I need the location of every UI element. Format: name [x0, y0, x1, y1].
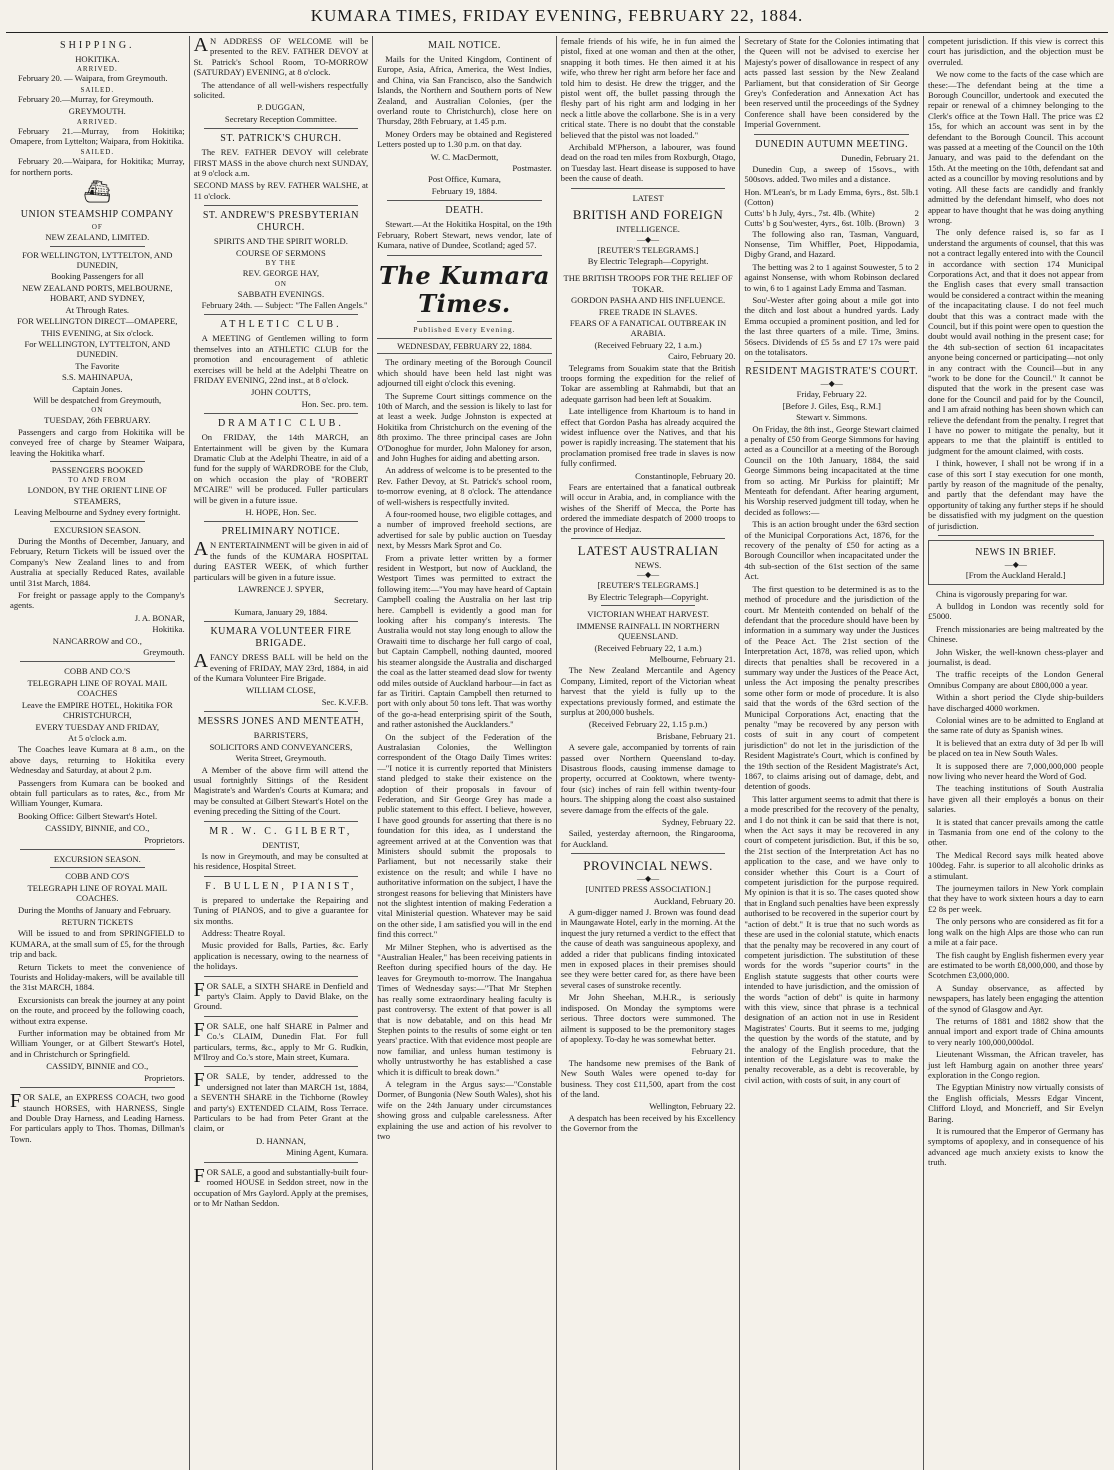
race-paragraph: Dunedin Cup, a sweep of 15sovs., with 500sovs. added. Two miles and a distance. — [744, 164, 919, 185]
welcome-ad-text: The attendance of all well-wishers respectfully solicited. — [193, 79, 369, 101]
st-andrews-line: ON — [274, 279, 287, 288]
editorial-paragraph: Mr Milner Stephen, who is advertised as the "Australian Healer," has been receiving patients in Reefton during specified hours of the day. He leaves for Greymouth to-morrow. The Inangahua Times of Wednesday says:—"That Mr Stephen has really some extraordinary healing faculty is past controversy. The extent of that power is all that is now debatable, and on this head Mr Stephen points to the results of some eight or ten years' practice. With that evidence most people are now familiar, and unless human testimony is wholly untrustworthy he has established a case which it is difficult to break down." — [377, 941, 552, 1077]
divider — [571, 853, 726, 854]
shipping-entry: February 20.—Murray, for Greymouth. — [18, 93, 154, 104]
paper-title-block — [377, 262, 552, 335]
race-place: 3 — [914, 218, 919, 229]
signature: JOHN COUTTS, — [251, 387, 311, 398]
divider — [204, 1066, 359, 1067]
news-paragraph: Late intelligence from Khartoum is to hand in effect that Gordon Pasha has already acquired the widest influence over the Natives, and that his power is rapidly increasing. The statement that his proclamation promised free trade in slaves is now fully confirmed. — [560, 406, 736, 469]
dateline: February 21. — [691, 1046, 736, 1057]
divider — [50, 246, 145, 247]
cobb-line: TELEGRAPH LINE OF ROYAL MAIL COACHES — [27, 677, 168, 699]
headline: FREE TRADE IN SLAVES. — [598, 306, 698, 317]
jones-heading: MESSRS JONES AND MENTEATH, — [197, 716, 365, 728]
jones-text: A Member of the above firm will attend the usual fortnightly Sittings of the Resident Magistrate's and Warden's Courts at Kumara; and may be consulted at Gilbert Stewart's Hotel on the evening preceding the Sitting of the Court. — [193, 764, 369, 817]
arrived-label: ARRIVED. — [76, 117, 118, 126]
race-place: 1 — [914, 186, 919, 197]
excursion-heading: EXCURSION SEASON. — [53, 853, 141, 864]
cobb-paragraph: Booking Office: Gilbert Stewart's Hotel. — [18, 810, 158, 821]
continued-paragraph: female friends of his wife, he in fun aimed the pistol, fixed at one woman and then at the other, snapping it both times. He then aimed it at his wife, who threw her right arm before her face and told him to desist. He drew the trigger, and the pistol went off, the bullet passing through the fleshy part of his right arm and lodging in her neck a little above the collarbone. She is in a very critical state. There is no doubt that the constable believed that the pistol was not loaded." — [560, 36, 736, 140]
court-heading: RESIDENT MAGISTRATE'S COURT. — [745, 366, 919, 378]
provincial-heading: PROVINCIAL NEWS. — [583, 858, 713, 874]
brief-item: A Sunday observance, as affected by newspapers, has lately been engaging the attention of the synod of Glasgow and Ayr. — [927, 982, 1104, 1014]
brief-item: The Egyptian Ministry now virtually consists of the English officials, Messrs Edgar Vincent, Clifford Lloyd, and Moncrieff, and Sir Evelyn Baring. — [927, 1082, 1104, 1124]
brief-item: The teaching institutions of South Australia have given all their employés a bonus on their salaries. — [927, 783, 1104, 815]
cobb-line: EVERY TUESDAY AND FRIDAY, — [35, 721, 160, 732]
passengers-heading: PASSENGERS BOOKED — [51, 464, 143, 475]
divider — [387, 255, 542, 256]
ornament-icon: —◆— — [637, 234, 660, 244]
divider — [204, 1016, 359, 1017]
cobb-paragraph: Passengers from Kumara can be booked and obtain full particulars as to rates, &c., from Mr William Younger, Kumara. — [10, 777, 185, 809]
death-notice: Stewart.—At the Hokitika Hospital, on the 19th February, Robert Stewart, news vendor, late of Kumara, native of Dundee, Scotland; aged 57. — [377, 219, 552, 251]
masthead: KUMARA TIMES, FRIDAY EVENING, FEBRUARY 22, 1884. — [6, 4, 1108, 33]
news-paragraph: The handsome new premises of the Bank of New South Wales were opened to-day for business. They cost £11,500, apart from the cost of the land. — [560, 1057, 736, 1099]
shipping-heading: SHIPPING. — [60, 40, 135, 51]
court-paragraph: We now come to the facts of the case which are these:—The defendant being at the time a Borough Councillor, undertook and executed the repair or renewal of a chimney belonging to the Clerk's office at the Town Hall. The price was £2 15s, for which an account was sent in by the defendant to the Borough Council. This account was passed at a meeting of the Council on the 10th January, and was paid to the defendant on the 15th. At the meeting on the 10th, defendant sat and acted as a councillor by moving resolutions and by voting. All these facts are candidly and frankly admitted by the defendant himself, who does not appear to have thought that he was doing anything wrong. — [927, 69, 1104, 225]
for-sale-ad: FOR SALE, by tender, addressed to the undersigned not later than MARCH 1st, 1884, a SEVENTH SHARE in the Tichborne (Rowley and party's) EXTENDED CLAIM, Ross Terrace. Particulars to be had from Peter Grant at the claim, or — [193, 1069, 369, 1134]
divider — [754, 361, 909, 362]
race-result-row — [744, 187, 919, 208]
cobb-line: At 5 o'clock a.m. — [68, 732, 127, 743]
divider — [204, 128, 359, 129]
race-result-row — [744, 208, 919, 218]
cobb-line: Leave the EMPIRE HOTEL, Hokitika FOR CHRISTCHURCH, — [21, 699, 173, 721]
signature: Post Office, Kumara, — [428, 174, 501, 185]
court-paragraph: The first question to be determined is as to the method of procedure and the jurisdiction of the court. Mr Menteith contended on behalf of the defendant that the procedure should have been by information in a summary way under the Justices of the Peace Act. The 21st section of the Interpretation Act, 1878, was relied upon, which directs that penalties shall be recovered in a summary way under the Justices of the Peace Act, unless the Act imposing the penalty prescribes some other form or mode of procedure. It is also said that the words of the 63rd section of the Municipal Corporations Act, enacting that the penalty "may be recovered by any person with costs of suit in any court of competent jurisdiction" do not let in the jurisdiction of the Resident Magistrate's Court, which is confined by the 19th section of the Resident Magistrate's Act, 1867, to claims arising out of damage, debt, and detention of goods. — [744, 583, 919, 792]
cobb-heading: COBB AND CO.'S — [64, 666, 131, 677]
news-paragraph: Telegrams from Souakim state that the British troops forming the expedition for the relief of Tokar are assembling at Rahmabdi, but that an adequate garrison had been left at Souakim. — [560, 362, 736, 404]
signature: J. A. BONAR, — [134, 612, 185, 623]
usc-line: Captain Jones. — [72, 383, 123, 394]
editorial-paragraph: An address of welcome is to be presented to the Rev. Father Devoy, at St. Patrick's school room, to-morrow evening, at 8 o'clock. The attendance of well-wishers is respectfully invited. — [377, 465, 552, 507]
column-2 — [190, 36, 374, 1470]
news-paragraph: The New Zealand Mercantile and Agency Company, Limited, report of the Victorian wheat harvest that the yield is fully up to the expectations previously formed, and estimate the surplus at 200,000 bushels. — [560, 665, 736, 717]
shipping-entry: February 21.—Murray, from Hokitika; Omapere, from Lyttelton; Waipara, from Hokitika. — [10, 125, 185, 147]
usc-line: FOR WELLINGTON, LYTTELTON, AND DUNEDIN, — [22, 249, 173, 271]
usc-line: For WELLINGTON, LYTTELTON, AND DUNEDIN. — [24, 338, 171, 360]
race-paragraph: The betting was 2 to 1 against Souwester, 5 to 2 against Nonsense, with whom Robinson declared to win, 6 to 1 against Lady Emma and Tasman. — [744, 261, 919, 293]
divider — [204, 876, 359, 877]
welcome-ad: AN ADDRESS OF WELCOME will be presented to the REV. FATHER DEVOY at St. Patrick's School Room, TO-MORROW (SATURDAY) EVENING, at 8 o'clock. — [193, 36, 369, 78]
latest-label: LATEST — [632, 192, 664, 203]
st-patricks-heading: ST. PATRICK'S CHURCH. — [220, 133, 342, 145]
brief-item: John Wisker, the well-known chess-player and journalist, is dead. — [927, 646, 1104, 667]
usc-line: The Favorite — [75, 360, 120, 371]
usc-line: TUESDAY, 26th FEBRUARY. — [44, 415, 151, 426]
editorial-paragraph: On the subject of the Federation of the Australasian Colonies, the Wellington correspondent of the Otago Daily Times writes:—"I notice it is currently reported that Ministers stand pledged to stake their existence on the adoption of their proposals in favour of Federation, and Sir George Grey has made a public statement to this effect. I believe, however, I have good grounds for asserting that there is no foundation for this idea, as I understand the agreement arrived at at the Convention was that Ministers should submit the proposals to Parliament, but not necessarily stake their existence on the result; and while I have no authoritative information on the subject, I have the strongest reasons for believing that Ministers have not the slightest intention of making Federation a vital Ministerial question. Whatever may be said on the other side, I am satisfied you will in the end find this correct." — [377, 731, 552, 940]
divider — [938, 535, 1094, 536]
for-sale-ad: FOR SALE, a good and substantially-built four-roomed HOUSE in Seddon street, now in the occupation of Mrs Gaylord. Apply at the premises, or to Mr Nathan Seddon. — [193, 1164, 369, 1208]
signature: Postmaster. — [512, 163, 552, 174]
signature: LAWRENCE J. SPYER, — [238, 584, 324, 595]
brief-item: The returns of 1881 and 1882 show that the annual import and export trade of China amounts to very nearly 100,000,000dol. — [927, 1015, 1104, 1047]
signature: CASSIDY, BINNIE and CO., — [46, 1061, 149, 1072]
court-paragraph: This latter argument seems to admit that there is a mode prescribed for the recovery of the penalty, and I do not think it can be said that there is not, when the Act says it may be recovered in any court of competent jurisdiction. But, if this be so, the 21st section of the Interpretation Act has no application to the case, and we have only to consider whether this Court is a Court of competent jurisdiction for the purpose required. My opinion is that it is so. The cases quoted show that in England such penalties have been expressly authorised to be recovered in the superior court by "action of debt." It is true that no such words as these are used in the colonial statute, which enacts that the penalty may be recovered in any court of competent jurisdiction. The substitution of these words for the words "superior courts" in the English statute suggests that other courts were intended to have jurisdiction, and the omission of the words "action of debt" is quite in harmony with this view, since that phrase is a technical designation of an action not in use in Resident Magistrates' Courts. But it seems to me, judging the question by the words of the statute, and by the analogy of the English procedure, that the intention of the Legislature was to make the penalty recoverable, as a debt is recoverable, by civil action, with costs of suit, in any court of — [744, 793, 919, 1085]
divider — [50, 867, 145, 868]
editorial-paragraph: A telegram in the Argus says:—"Constable Dormer, of Bungonia (New South Wales), shot his wife on the 24th January under circumstances showing gross and culpable carelessness. After explaining the use and action of his revolver to two — [377, 1078, 552, 1141]
jones-line: Werita Street, Greymouth. — [235, 753, 327, 764]
signature: WILLIAM CLOSE, — [246, 685, 316, 696]
editorial-paragraph: The Supreme Court sittings commence on the 10th of March, and the session is likely to last for at least a week. Judge Johnston is expected at Hokitika from Christchurch on the evening of the 8th proximo. The three principal cases are John O'Donoghue for murder, John Maloney for arson, and John Hughes for aiding and abetting arson. — [377, 390, 552, 463]
editorial-paragraph: From a private letter written by a former resident in Westport, but now of Auckland, the Westport Times was permitted to extract the following item:—"You may have heard of Captain Campbell coaling the Australia on her last trip here. Campbell is evidently a good man for looking after his company's interests. The Australia would not stay long enough to allow the Orawaiti time to discharge her full cargo of coal, but Captain Campbell, nothing daunted, moored his steamer alongside the Australia and discharged the coal as the latter steamed dead slow for twenty odd miles outside of Auckland harbour—in fact as far as Tiritiri. Captain Campbell then returned to port with only about 50 tons left. That was worthy of the go-a-head enterprising spirit of the South, and rather astonished the Aucklanders." — [377, 552, 552, 730]
usc-line: NEW ZEALAND PORTS, MELBOURNE, HOBART, AND SYDNEY, — [22, 282, 173, 304]
divider — [20, 849, 175, 850]
headline: IMMENSE RAINFALL IN NORTHERN QUEENSLAND. — [576, 620, 720, 642]
ornament-icon: —◆— — [637, 570, 660, 580]
signature: Hokitika. — [152, 624, 185, 635]
continued-paragraph: competent jurisdiction. If this view is correct this court has jurisdiction, and the objection must be overruled. — [927, 36, 1104, 67]
athletic-text: A MEETING of Gentlemen willing to form themselves into an ATHLETIC CLUB for the promotion and encouragement of athletic exercises will be held at the Adelphi Theatre on FRIDAY EVENING, 22nd inst., at 8 o'clock. — [193, 333, 369, 385]
dateline: Sydney, February 22. — [661, 817, 736, 827]
brief-item: A bulldog in London was recently sold for £5000. — [927, 600, 1104, 622]
reuter-label: [REUTER'S TELEGRAMS.] — [597, 580, 699, 591]
death-heading: DEATH. — [445, 205, 484, 217]
passengers-line: LONDON, BY THE ORIENT LINE OF STEAMERS, — [27, 485, 167, 506]
divider — [571, 538, 726, 539]
british-foreign-heading: BRITISH AND FOREIGN — [572, 207, 724, 223]
cobb-heading: COBB AND CO'S — [65, 871, 130, 882]
sailed-label: SAILED. — [80, 148, 115, 157]
divider — [50, 521, 145, 522]
brief-item: The only persons who are considered as fit for a long walk on the high Alps are those who can run a mile at a fair pace. — [927, 916, 1104, 948]
column-3 — [373, 36, 557, 1470]
editorial-paragraph: A four-roomed house, two eligible cottages, and a number of improved freehold sections, are advertised for sale by public auction on Tuesday next, by Messrs Mark Sprot and Co. — [377, 509, 552, 551]
divider — [754, 134, 909, 135]
excursion-heading: EXCURSION SEASON. — [53, 524, 141, 535]
column-6 — [924, 36, 1108, 1470]
race-paragraph: The following also ran, Tasman, Vanguard, Nonsense, Tim Whiffler, Poet, Hippodamia, Digby Grand, and Hazard. — [744, 228, 919, 260]
divider — [50, 461, 145, 462]
headline: GORDON PASHA AND HIS INFLUENCE. — [571, 295, 726, 306]
divider — [20, 661, 175, 662]
signature: Hon. Sec. pro. tem. — [301, 398, 369, 409]
return-paragraph: Excursionists can break the journey at any point on the route, and proceed by the following coach, without extra expense. — [10, 994, 185, 1026]
dateline: Melbourne, February 21. — [649, 653, 736, 664]
column-1 — [6, 36, 190, 1470]
headline: VICTORIAN WHEAT HARVEST. — [587, 609, 709, 620]
headline: FEARS OF A FANATICAL OUTBREAK IN ARABIA. — [569, 317, 727, 339]
signature: P. DUGGAN, — [257, 102, 305, 113]
race-entry: Hon. M'Lean's, br m Lady Emma, 6yrs., 8st. 5lb. (Cotton) — [744, 186, 915, 208]
received-line: (Received February 22, 1.15 p.m.) — [588, 719, 708, 730]
bullen-text: Address: Theatre Royal. — [201, 927, 286, 938]
dateline: Wellington, February 22. — [649, 1101, 736, 1112]
preliminary-text: AN ENTERTAINMENT will be given in aid of the funds of the KUMARA HOSPITAL during EASTER WEEK, of which further particulars will be given in a future issue. — [193, 538, 369, 582]
brief-item: The fish caught by English fishermen every year are estimated to be worth £8,000,000, and those by Scotchmen £3,000,000. — [927, 949, 1104, 981]
news-label: NEWS. — [634, 560, 662, 571]
court-paragraph: On Friday, the 8th inst., George Stewart claimed a penalty of £50 from George Simmons for having acted as a Councillor at a meeting of the Borough Council on the 10th January, 1884, the said George Simmons being incapacitated at the time from so acting. Mr Purkiss for plaintiff; Mr Menteath for defendant. After hearing argument, his Worship reserved judgment till today, when he decided as follows:— — [744, 423, 919, 517]
usc-heading: UNION STEAMSHIP COMPANY — [20, 209, 174, 221]
usc-paragraph: Passengers and cargo from Hokitika will be conveyed free of charge by Steamer Waipara, leaving the Hokitika wharf. — [10, 426, 185, 458]
divider — [204, 1162, 359, 1163]
column-5 — [740, 36, 924, 1470]
signature: CASSIDY, BINNIE, and CO., — [45, 823, 150, 834]
excursion-paragraph: For freight or passage apply to the Company's agents. — [10, 590, 185, 611]
brief-item: The traffic receipts of the London General Omnibus Company are about £800,000 a year. — [927, 669, 1104, 690]
steamship-icon: ⛴ — [83, 179, 112, 205]
brief-item: Colonial wines are to be admitted to England at the same rate of duty as Spanish wines. — [927, 714, 1104, 736]
ornament-icon: —◆— — [820, 379, 843, 389]
divider — [204, 205, 359, 206]
return-paragraph: Further information may be obtained from Mr William Younger, or at Gilbert Stewart's Hotel, and in Christchurch or Springfield. — [10, 1028, 185, 1059]
st-andrews-heading: ST. ANDREW'S PRESBYTERIAN CHURCH. — [202, 210, 359, 234]
divider — [204, 621, 359, 622]
brief-item: The journeymen tailors in New York complain that they have to work sixteen hours a day to earn £2 8s per week. — [927, 883, 1104, 914]
intelligence-label: INTELLIGENCE. — [616, 224, 680, 235]
brief-item: Within a short period the Clyde ship-builders have discharged 4000 workmen. — [927, 692, 1104, 713]
st-patricks-text: SECOND MASS by REV. FATHER WALSHE, at 11 o'clock. — [193, 180, 369, 201]
usc-line: S.S. MAHINAPUA, — [61, 372, 133, 383]
court-paragraph: This is an action brought under the 63rd section of the Municipal Corporations Act, 1876, for the recovery of the penalty of £50 for acting as a Borough Councillor when incapacitated under the 4th sub-section of the 61st section of the same Act. — [744, 519, 919, 582]
return-paragraph: Will be issued to and from SPRINGFIELD to KUMARA, at the small sum of £5, for the through trip and back. — [10, 928, 185, 960]
divider — [571, 188, 726, 189]
divider — [204, 521, 359, 522]
greymouth-heading: GREYMOUTH. — [68, 106, 126, 117]
bullen-text: is prepared to undertake the Repairing and Tuning of PIANOS, and to give a guarantee for six months. — [193, 894, 369, 926]
brief-item: It is stated that cancer prevails among the cattle in Tasmania from one end of the colony to the other. — [927, 816, 1104, 848]
court-case: Stewart v. Simmons. — [796, 412, 868, 423]
dateline: Dunedin, February 21. — [841, 152, 919, 163]
divider — [417, 321, 512, 322]
news-paragraph: A gum-digger named J. Brown was found dead in Maungawate Hotel, early in the morning. At the inquest the jury returned a verdict to the effect that the cause of death was sanguineous apoplexy, and added a rider that publicans finding intoxicated men in exposed places in their premises should see they were better cared for, as there have been several cases of sunstroke recently. — [560, 907, 736, 990]
jones-line: BARRISTERS, — [253, 730, 308, 741]
usc-line: THIS EVENING, at Six o'clock. — [41, 327, 154, 338]
shipping-entry: February 20. — Waipara, from Greymouth. — [18, 73, 168, 84]
usc-of: OF — [91, 223, 103, 232]
race-place: 2 — [914, 207, 919, 218]
signature: Greymouth. — [143, 647, 185, 658]
for-sale-ad: FOR SALE, a SIXTH SHARE in Denfield and party's Claim. Apply to David Blake, on the Ground. — [193, 978, 369, 1012]
excursion-paragraph: During the Months of December, January, and February, Return Tickets will be issued over the Company's New Zealand lines to and from Australia at specially Reduced Rates, available until 31st March, 1884. — [10, 536, 185, 588]
brief-item: China is vigorously preparing for war. — [935, 588, 1068, 599]
st-andrews-line: SPIRITS AND THE SPIRIT WORLD. — [213, 236, 348, 247]
signature: D. HANNAN, — [255, 1135, 306, 1146]
shipping-entry: February 20.—Waipara, for Hokitika; Murray, for northern ports. — [10, 156, 185, 177]
st-andrews-line: REV. GEORGE HAY, — [242, 268, 320, 279]
dateline: WEDNESDAY, FEBRUARY 22, 1884. — [377, 338, 552, 354]
gilbert-line: DENTIST, — [262, 839, 300, 850]
dateline: Auckland, February 20. — [653, 895, 736, 906]
news-in-brief-source: [From the Auckland Herald.] — [965, 570, 1066, 581]
dateline: Brisbane, February 21. — [656, 730, 736, 741]
usc-subheading: NEW ZEALAND, LIMITED. — [45, 232, 150, 243]
copyright-label: By Electric Telegraph—Copyright. — [587, 255, 709, 266]
divider — [601, 269, 696, 270]
sailed-label: SAILED. — [80, 85, 115, 94]
brief-item: It is supposed there are 7,000,000,000 people now living who never heard the Word of God. — [927, 760, 1104, 781]
signature: February 19, 1884. — [431, 185, 498, 196]
copyright-label: By Electric Telegraph—Copyright. — [587, 591, 709, 602]
signature: Secretary. — [334, 595, 369, 606]
fire-brigade-text: AFANCY DRESS BALL will be held on the evening of FRIDAY, MAY 23rd, 1884, in aid of the Kumara Volunteer Fire Brigade. — [193, 650, 369, 684]
gilbert-heading: MR. W. C. GILBERT, — [209, 825, 353, 837]
signature: H. HOPE, Hon. Sec. — [245, 507, 317, 517]
signature: Proprietors. — [144, 834, 185, 845]
divider — [20, 1087, 175, 1088]
passengers-line: TO AND FROM — [68, 476, 127, 485]
hokitika-heading: HOKITIKA. — [75, 54, 120, 64]
paper-title: The Kumara Times. — [379, 260, 550, 318]
column-4 — [557, 36, 741, 1470]
signature: Proprietors. — [144, 1072, 185, 1083]
news-paragraph: Fears are entertained that a fanatical outbreak will occur in Arabia, and, in compliance with the wishes of the Sheriff of Mecca, the Porte has ordered the immediate despatch of 2000 troops to the province of Hedjaz. — [560, 482, 736, 534]
published-line: Published Every Evening. — [413, 324, 516, 334]
st-andrews-text: February 24th. — Subject: "The Fallen Angels." — [201, 299, 368, 310]
return-tickets-heading: RETURN TICKETS — [61, 917, 134, 927]
for-sale-ad: FOR SALE, an EXPRESS COACH, two good staunch HORSES, with HARNESS, Single and Double Dray Harness, and Leading Harness. For particulars apply to Thos. Thomas, Dillman's Town. — [10, 1090, 185, 1144]
race-entry: Cutts' b h July, 4yrs., 7st. 4lb. (White) — [744, 207, 875, 218]
usc-line: Booking Passengers for all — [51, 271, 144, 282]
mail-notice-text: Mails for the United Kingdom, Continent of Europe, Asia, Africa, America, the West Indies, and China, via San Francisco, also the Sandwich Islands, the Northern and Southern ports of New Zealand, and Australian Colonies, (per the overland route to Christchurch), close here on Thursday, 28th February, at 1.45 p.m. — [377, 54, 552, 127]
usc-line: At Through Rates. — [65, 304, 130, 315]
news-in-brief-box — [928, 540, 1104, 584]
return-paragraph: Return Tickets to meet the convenience of Tourists and Holiday-makers, will be available till the 31st MARCH, 1884. — [10, 961, 185, 993]
usc-line: FOR WELLINGTON DIRECT—OMAPERE, — [17, 316, 178, 327]
usc-line: Will be despatched from Greymouth, — [33, 394, 162, 405]
signature: W. C. MacDermott, — [430, 151, 499, 162]
news-paragraph: Sailed, yesterday afternoon, the Ringarooma, for Auckland. — [560, 828, 736, 849]
st-andrews-line: COURSE OF SERMONS — [236, 247, 326, 258]
news-paragraph: Archibald M'Pherson, a labourer, was found dead on the road ten miles from Roxburgh, Otago, on Tuesday last. Heart disease is supposed to have been the cause of death. — [560, 142, 736, 184]
cobb-paragraph: The Coaches leave Kumara at 8 a.m., on the above days, returning to Hokitika every Wednesday and Saturday, at about 2 p.m. — [10, 744, 185, 776]
news-paragraph: Mr John Sheehan, M.H.R., is seriously indisposed. On Monday the symptoms were serious. Three doctors were summoned. The ailment is supposed to be the premonitory stages of apoplexy. To-day he was somewhat better. — [560, 992, 736, 1044]
cobb-paragraph: During the Months of January and February. — [18, 904, 171, 915]
received-line: (Received February 22, 1 a.m.) — [594, 339, 702, 350]
continued-paragraph: Secretary of State for the Colonies intimating that the Queen will not be advised to exercise her Majesty's power of disallowance in respect of any acts passed last session by the New Zealand Parliament, but that consideration of Sir George Grey's Confederation and Annexation Act has been reserved until the proceedings of the Sydney Conference shall have been considered by the Imperial Government. — [744, 36, 919, 130]
court-before: [Before J. Giles, Esq., R.M.] — [782, 400, 881, 411]
headline: THE BRITISH TROOPS FOR THE RELIEF OF TOKAR. — [563, 273, 733, 294]
received-line: (Received February 22, 1 a.m.) — [594, 642, 702, 653]
mail-notice-text: Money Orders may be obtained and Registered Letters posted up to 1.30 p.m. on that day. — [377, 128, 552, 150]
race-paragraph: Sou'-Wester after going about a mile got into the ditch and lost about a hundred yards. Lady Emma occupied a prominent position, and led for the last three quarters of a mile. Time, 3mins. 56secs. Dividends of £5 5s and £7 17s were paid on the totalisators. — [744, 294, 919, 357]
editorial-paragraph: The ordinary meeting of the Borough Council which should have been held last night was adjourned till eight o'clock this evening. — [377, 357, 552, 389]
dunedin-heading: DUNEDIN AUTUMN MEETING. — [755, 138, 909, 150]
signature: Secretary Reception Committee. — [224, 113, 337, 124]
usc-line: ON — [91, 406, 104, 415]
dateline: Constantinople, February 20. — [635, 470, 736, 481]
st-patricks-text: The REV. FATHER DEVOY will celebrate FIRST MASS in the above church next SUNDAY, at 9 o'clock a.m. — [193, 147, 369, 179]
gilbert-text: Is now in Greymouth, and may be consulted at his residence, Hospital Street. — [193, 850, 369, 872]
signature: Mining Agent, Kumara. — [286, 1147, 369, 1158]
columns — [6, 36, 1108, 1470]
court-paragraph: The only defence raised is, so far as I understand the arguments of counsel, that this was not a contract legally entered into with the Council in accordance with section 174 Municipal Corporations Act, and that it does not appear from the English cases that every small transaction would be considered a contract within the meaning of the incapacitating clause. I do not feel much doubt that this was a contract made with the Council, but if this point were open to question the doubt would avail nothing in the present case; for the 4th sub-section of section 61 incapacitates anyone being concerned or participating—not only in any contract with the Council—but in any "work to be done for the Council." It cannot be disputed that the work in the present case was done for the Council and paid for by the Council, and I am afraid nothing has been shown which can relieve the defendant from the penalty. I regret that I have no power to mitigate the penalty, but it appears to me that the plaintiff is entitled to judgment for the amount claimed, with costs. — [927, 227, 1104, 456]
court-date: Friday, February 22. — [796, 389, 867, 400]
news-paragraph: A severe gale, accompanied by torrents of rain passed over Northern Queensland to-day. Disastrous floods, causing immense damage to property, occurred at Cooktown, where twenty-four (sic) inches of rain fell within twenty-four hours. The shipping along the coast also sustained severe damage from the effects of the gale. — [560, 742, 736, 815]
news-in-brief-heading: NEWS IN BRIEF. — [975, 547, 1057, 559]
cobb-line: TELEGRAPH LINE OF ROYAL MAIL COACHES. — [27, 882, 168, 904]
bullen-heading: F. BULLEN, PIANIST, — [205, 880, 357, 892]
reuter-label: [REUTER'S TELEGRAMS.] — [597, 244, 699, 255]
arrived-label: ARRIVED. — [76, 65, 118, 74]
bullen-text: Music provided for Balls, Parties, &c. Early application is necessary, owing to the nearness of the holidays. — [193, 940, 369, 972]
ornament-icon: —◆— — [637, 874, 660, 884]
mail-notice-heading: MAIL NOTICE. — [428, 40, 501, 51]
brief-item: The Medical Record says milk heated above 100deg. Fahr. is superior to all alcoholic drinks as a stimulant. — [927, 849, 1104, 881]
divider — [204, 413, 359, 414]
brief-item: Lieutenant Wissman, the African traveler, has just left Hamburg again on another three years' exploration in the Congo region. — [927, 1049, 1104, 1080]
race-entry: Cutts' b g Sou'wester, 4yrs., 6st. 10lb. (Brown) — [744, 218, 905, 229]
athletic-heading: ATHLETIC CLUB. — [220, 319, 342, 331]
fire-brigade-heading: KUMARA VOLUNTEER FIRE BRIGADE. — [210, 626, 352, 650]
divider — [204, 821, 359, 822]
brief-item: It is believed that an extra duty of 3d per lb will be placed on tea in New South Wales. — [927, 737, 1104, 759]
for-sale-ad: FOR SALE, one half SHARE in Palmer and Co.'s CLAIM, Dunedin Flat. For full particulars, terms, &c., apply to Mr G. Rudkin, M'Ilroy and Co.'s store, Main street, Kumara. — [193, 1018, 369, 1063]
race-result-row — [744, 218, 919, 228]
latest-australian-heading: LATEST AUSTRALIAN — [577, 543, 719, 559]
divider — [204, 314, 359, 315]
brief-item: French missionaries are being maltreated by the Chinese. — [927, 623, 1104, 645]
news-paragraph: A despatch has been received by his Excellency the Governor from the — [560, 1112, 736, 1134]
passengers-line: Leaving Melbourne and Sydney every fortnight. — [14, 507, 181, 518]
dramatic-text: On FRIDAY, the 14th MARCH, an Entertainment will be given by the Kumara Dramatic Club at the Adelphi Theatre, in aid of a fund for the supply of WARDROBE for the Club, on which occasion the play of "ROBERT M'CAIRE" will be produced. Fuller particulars will be given in a future issue. — [193, 432, 369, 505]
signature: Kumara, January 29, 1884. — [234, 606, 328, 617]
court-paragraph: I think, however, I shall not be wrong if in a case of this sort I stay execution for one month, partly by reason of the magnitude of the penalty, and partly that the defendant may have the opportunity of taking any further steps if he should be dissatisfied with my judgment on the question of jurisdiction. — [927, 458, 1104, 531]
divider — [204, 976, 359, 977]
preliminary-heading: PRELIMINARY NOTICE. — [221, 526, 341, 538]
signature: NANCARROW and CO., — [52, 635, 142, 646]
st-andrews-line: SABBATH EVENINGS. — [237, 288, 325, 299]
dramatic-heading: DRAMATIC CLUB. — [217, 418, 344, 430]
divider — [204, 711, 359, 712]
st-andrews-line: BY THE — [265, 259, 297, 268]
signature: Sec. K.V.F.B. — [321, 696, 369, 707]
ornament-icon: —◆— — [1004, 560, 1027, 570]
jones-line: SOLICITORS AND CONVEYANCERS, — [209, 741, 353, 752]
upa-label: [UNITED PRESS ASSOCIATION.] — [585, 884, 711, 895]
dateline: Cairo, February 20. — [668, 351, 736, 362]
divider — [601, 605, 696, 606]
divider — [387, 200, 542, 201]
brief-item: It is rumoured that the Emperor of Germany has symptoms of apoplexy, and in consequence of his advanced age much anxiety exists to know the truth. — [927, 1126, 1104, 1168]
